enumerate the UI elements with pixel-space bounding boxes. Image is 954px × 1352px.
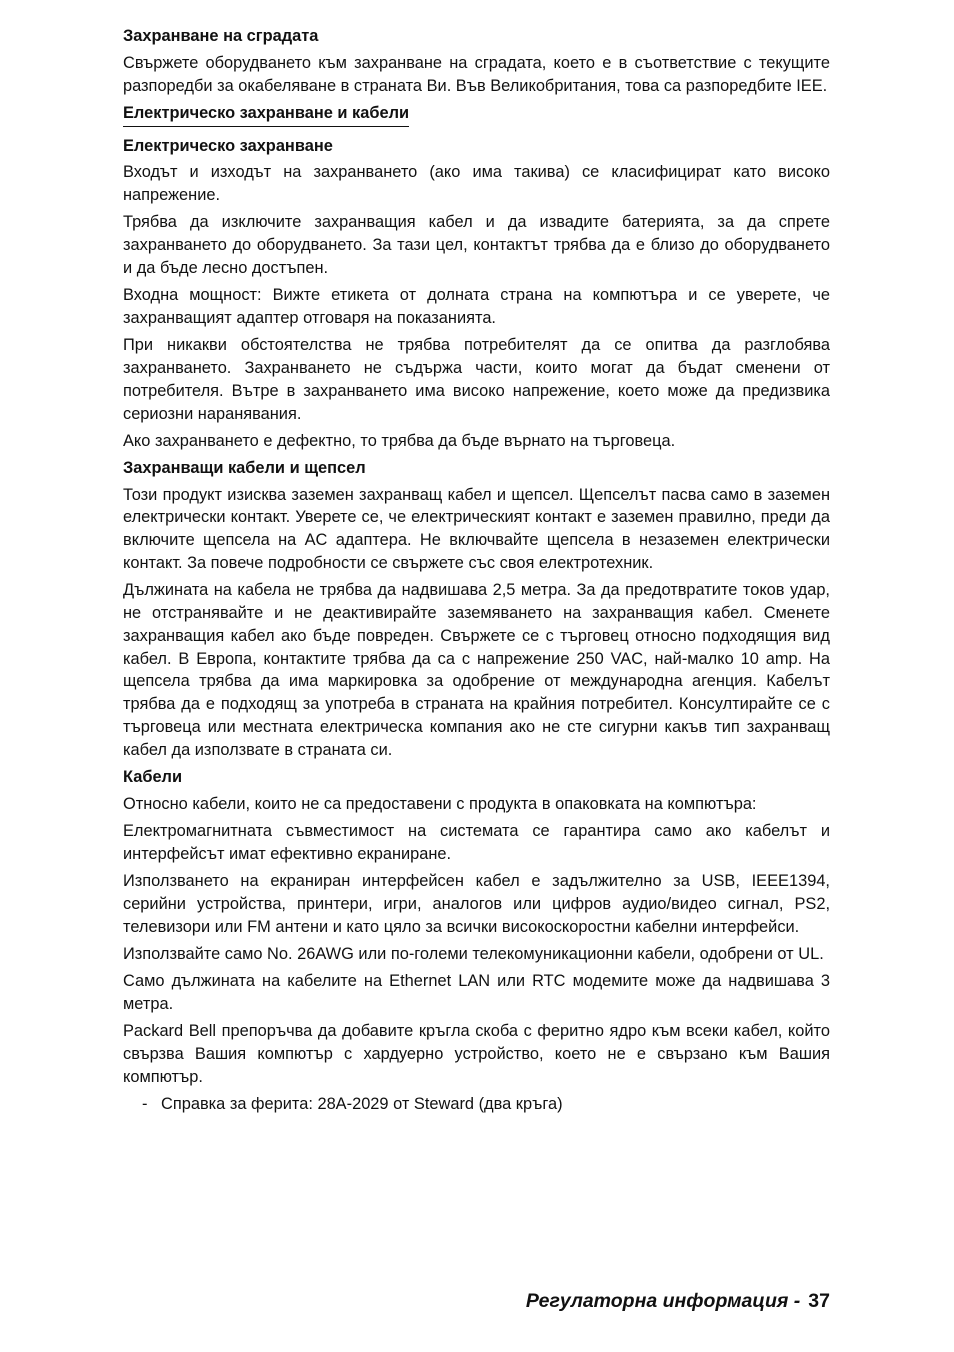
paragraph: Относно кабели, които не са предоставени с продукта в опаковката на компютъра: (123, 794, 757, 813)
paragraph: Електромагнитната съвместимост на системата се гарантира само ако кабелът и интерфейсът имат ефективно екраниране. (123, 822, 830, 863)
list-item-text: Справка за ферита: 28A-2029 от Steward (два кръга) (161, 1094, 563, 1113)
paragraph: Използването на екраниран интерфейсен кабел е задължително за USB, IEEE1394, серийни устройства, принтери, игри, аналогов или цифров аудио/видео сигнал, PS2, телевизори или FM антени и като цяло за всички високоскоростни кабелни интерфейси. (123, 872, 830, 936)
paragraph: Дължината на кабела не трябва да надвишава 2,5 метра. За да предотвратите токов удар, не отстранявайте и не деактивирайте заземяването на захранващия кабел. Сменете захранващия кабел ако бъде повреден. Свържете се с търговец относно подходящия вид кабел. В Европа, контактите трябва да са с напрежение 250 VAC, най-малко 10 amp. На щепсела трябва да има маркировка за одобрение от международна агенция. Кабелът трябва да е подходящ за употреба в страната на крайния потребител. Консултирайте се с търговеца или местната електрическа компания ако не сте сигурни какъв тип захранващ кабел да използвате в страната си. (123, 581, 830, 759)
paragraph: Използвайте само No. 26AWG или по-големи телекомуникационни кабели, одобрени от UL. (123, 944, 824, 963)
list-item (123, 1093, 830, 1116)
page-footer (526, 1290, 830, 1313)
paragraph: Свържете оборудването към захранване на сградата, което е в съответствие с текущите разпоредби за окабеляване в страната Ви. Във Великобритания, това са разпоредбите IEE. (123, 53, 830, 95)
footer-title: Регулаторна информация - (525, 1290, 801, 1312)
paragraph: Ако захранването е дефектно, то трябва да бъде върнато на търговеца. (123, 431, 676, 450)
subheading-electrical-supply: Електрическо захранване (123, 136, 333, 155)
paragraph: Входът и изходът на захранването (ако има такива) се класифицират като високо напрежение. (123, 163, 830, 205)
paragraph: При никакви обстоятелства не трябва потребителят да се опитва да разглобява захранването. Захранването не съдържа части, които могат да бъдат сменени от потребителя. Вътре в захранването има високо напрежение, което може да предизвика сериозни наранявания. (123, 336, 830, 423)
paragraph: Трябва да изключите захранващия кабел и да извадите батерията, за да спрете захранването до оборудването. За тази цел, контактът трябва да е близо до оборудването и да бъде лесно достъпен. (123, 213, 830, 277)
paragraph: Този продукт изисква заземен захранващ кабел и щепсел. Щепселът пасва само в заземен електрически контакт. Уверете се, че електрическият контакт е заземен правилно, преди да включите щепсела на AC адаптера. Не включвайте щепсела в незаземен електрически контакт. За повече подробности се свържете със своя електротехник. (123, 485, 830, 573)
heading-building-supply: Захранване на сградата (123, 27, 319, 45)
document-body (123, 25, 830, 1116)
paragraph: Packard Bell препоръчва да добавите кръгла скоба с феритно ядро към всеки кабел, който свързва Вашия компютър с хардуерно устройство, което не е свързано към Вашия компютър. (123, 1021, 830, 1086)
subheading-cables: Кабели (123, 768, 183, 787)
heading-electrical-supply-and-cables: Електрическо захранване и кабели (123, 102, 409, 127)
subheading-power-cables: Захранващи кабели и щепсел (123, 458, 366, 477)
paragraph: Само дължината на кабелите на Ethernet LAN или RTC модемите може да надвишава 3 метра. (123, 971, 830, 1013)
bullet-dash: - (142, 1094, 148, 1113)
paragraph: Входна мощност: Вижте етикета от долната страна на компютъра и се уверете, че захранващият адаптер отговаря на показанията. (123, 286, 830, 327)
page-number: 37 (808, 1290, 830, 1312)
